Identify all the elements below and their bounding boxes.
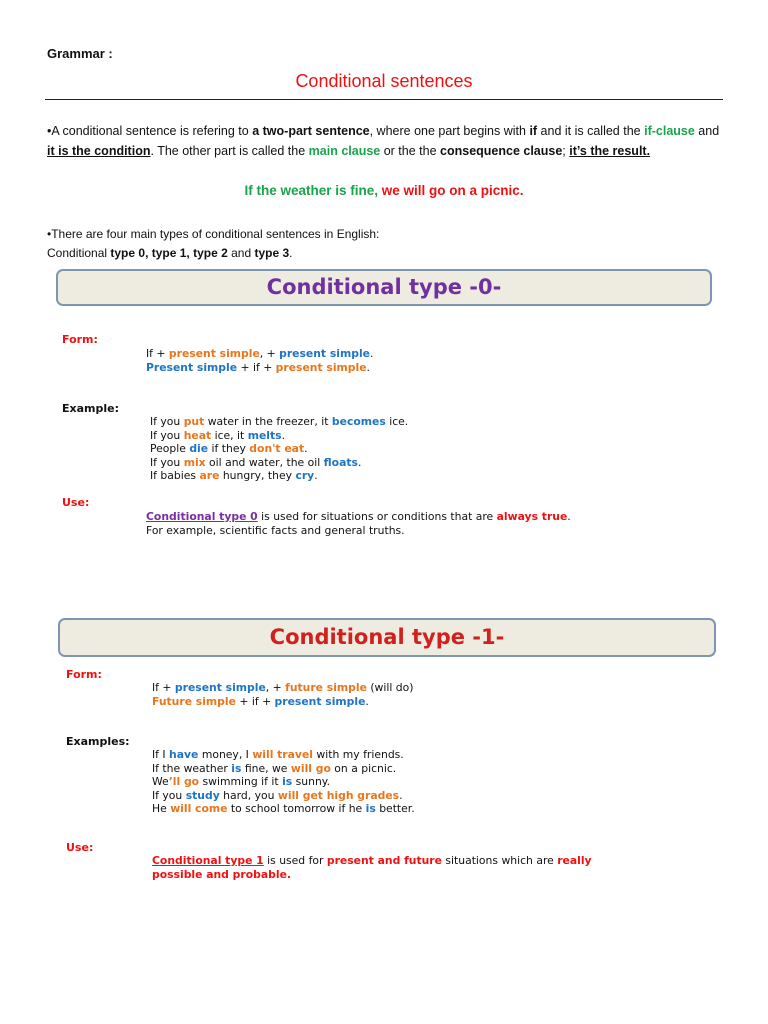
types-line2	[47, 244, 379, 263]
type0-example: If you heat ice, it melts.	[150, 428, 286, 442]
intro-text: . The other part is called the	[150, 144, 309, 158]
intro-if: if	[529, 124, 538, 138]
type0-examples	[150, 415, 408, 483]
type-0: type 0	[110, 246, 146, 260]
types-intro	[47, 225, 379, 263]
intro-condition: it is the condition	[47, 144, 151, 158]
type0-use-line1: Conditional type 0 is used for situations or conditions that are always true.	[146, 510, 571, 523]
type0-example: People die if they don't eat.	[150, 442, 308, 455]
types-text: and	[227, 246, 255, 260]
intro-main-clause: main clause	[308, 144, 381, 158]
intro-text: and	[694, 124, 720, 138]
type1-banner: Conditional type -1-	[58, 618, 716, 657]
intro-consequence: consequence clause	[440, 144, 563, 158]
type0-example-label: Example:	[62, 402, 119, 415]
example-if-clause: If the weather is fine,	[244, 183, 378, 198]
type0-example: If you put water in the freezer, it becomes ice.	[150, 415, 409, 428]
type1-example: He will come to school tomorrow if he is better.	[152, 802, 415, 815]
intro-text: or the the	[380, 144, 441, 158]
intro-text: , where one part begins with	[369, 124, 530, 138]
example-period: .	[519, 183, 524, 198]
type0-form-line1: If + present simple, + present simple.	[146, 347, 374, 360]
type1-example: If you study hard, you will get high grades.	[152, 788, 403, 802]
type1-examples	[152, 748, 415, 816]
type1-example-label: Examples:	[66, 735, 130, 748]
type0-form-label: Form:	[62, 333, 98, 346]
intro-paragraph	[47, 121, 727, 161]
intro-two-part: a two-part sentence	[252, 124, 370, 138]
type-2: type 2	[193, 246, 228, 260]
intro-text: A conditional sentence is refering to	[51, 124, 253, 138]
types-text: ,	[145, 246, 152, 260]
type1-example: If the weather is fine, we will go on a picnic.	[152, 761, 397, 775]
type1-use-line2: possible and probable.	[152, 867, 292, 881]
type1-use	[152, 854, 592, 881]
grammar-label: Grammar :	[47, 46, 113, 61]
types-line1: •There are four main types of conditional sentences in English:	[47, 227, 380, 241]
type0-form-line2: Present simple + if + present simple.	[146, 360, 370, 374]
type0-example: If you mix oil and water, the oil floats.	[150, 455, 362, 469]
type1-form-label: Form:	[66, 668, 102, 681]
type0-form	[146, 347, 373, 374]
title-divider	[45, 99, 723, 100]
type0-use	[146, 510, 571, 537]
example-main-clause: we will go on a picnic	[377, 183, 520, 198]
page-title: Conditional sentences	[295, 71, 473, 91]
example-sentence	[0, 183, 768, 198]
type1-use-line1: Conditional type 1 is used for present and future situations which are really	[152, 854, 592, 867]
intro-text: ;	[562, 144, 570, 158]
type1-example: We’ll go swimming if it is sunny.	[152, 775, 331, 788]
types-text: Conditional	[47, 246, 111, 260]
intro-text: and it is called the	[537, 124, 645, 138]
type0-use-line2: For example, scientific facts and general truths.	[146, 523, 405, 537]
type0-use-label: Use:	[62, 496, 90, 509]
type1-use-label: Use:	[66, 841, 94, 854]
type0-banner: Conditional type -0-	[56, 269, 712, 306]
type-3: type 3	[254, 246, 290, 260]
intro-if-clause: if-clause	[644, 124, 695, 138]
type1-form	[152, 681, 413, 708]
types-text: ,	[186, 246, 194, 260]
type-1: type 1	[151, 246, 187, 260]
type1-example: If I have money, I will travel with my friends.	[152, 748, 404, 761]
types-text: .	[289, 246, 293, 260]
bullet: •	[47, 124, 52, 138]
type0-example: If babies are hungry, they cry.	[150, 469, 318, 482]
intro-result: it’s the result.	[569, 144, 651, 158]
type1-form-line1: If + present simple, + future simple (will do)	[152, 681, 414, 694]
type1-form-line2: Future simple + if + present simple.	[152, 694, 369, 708]
